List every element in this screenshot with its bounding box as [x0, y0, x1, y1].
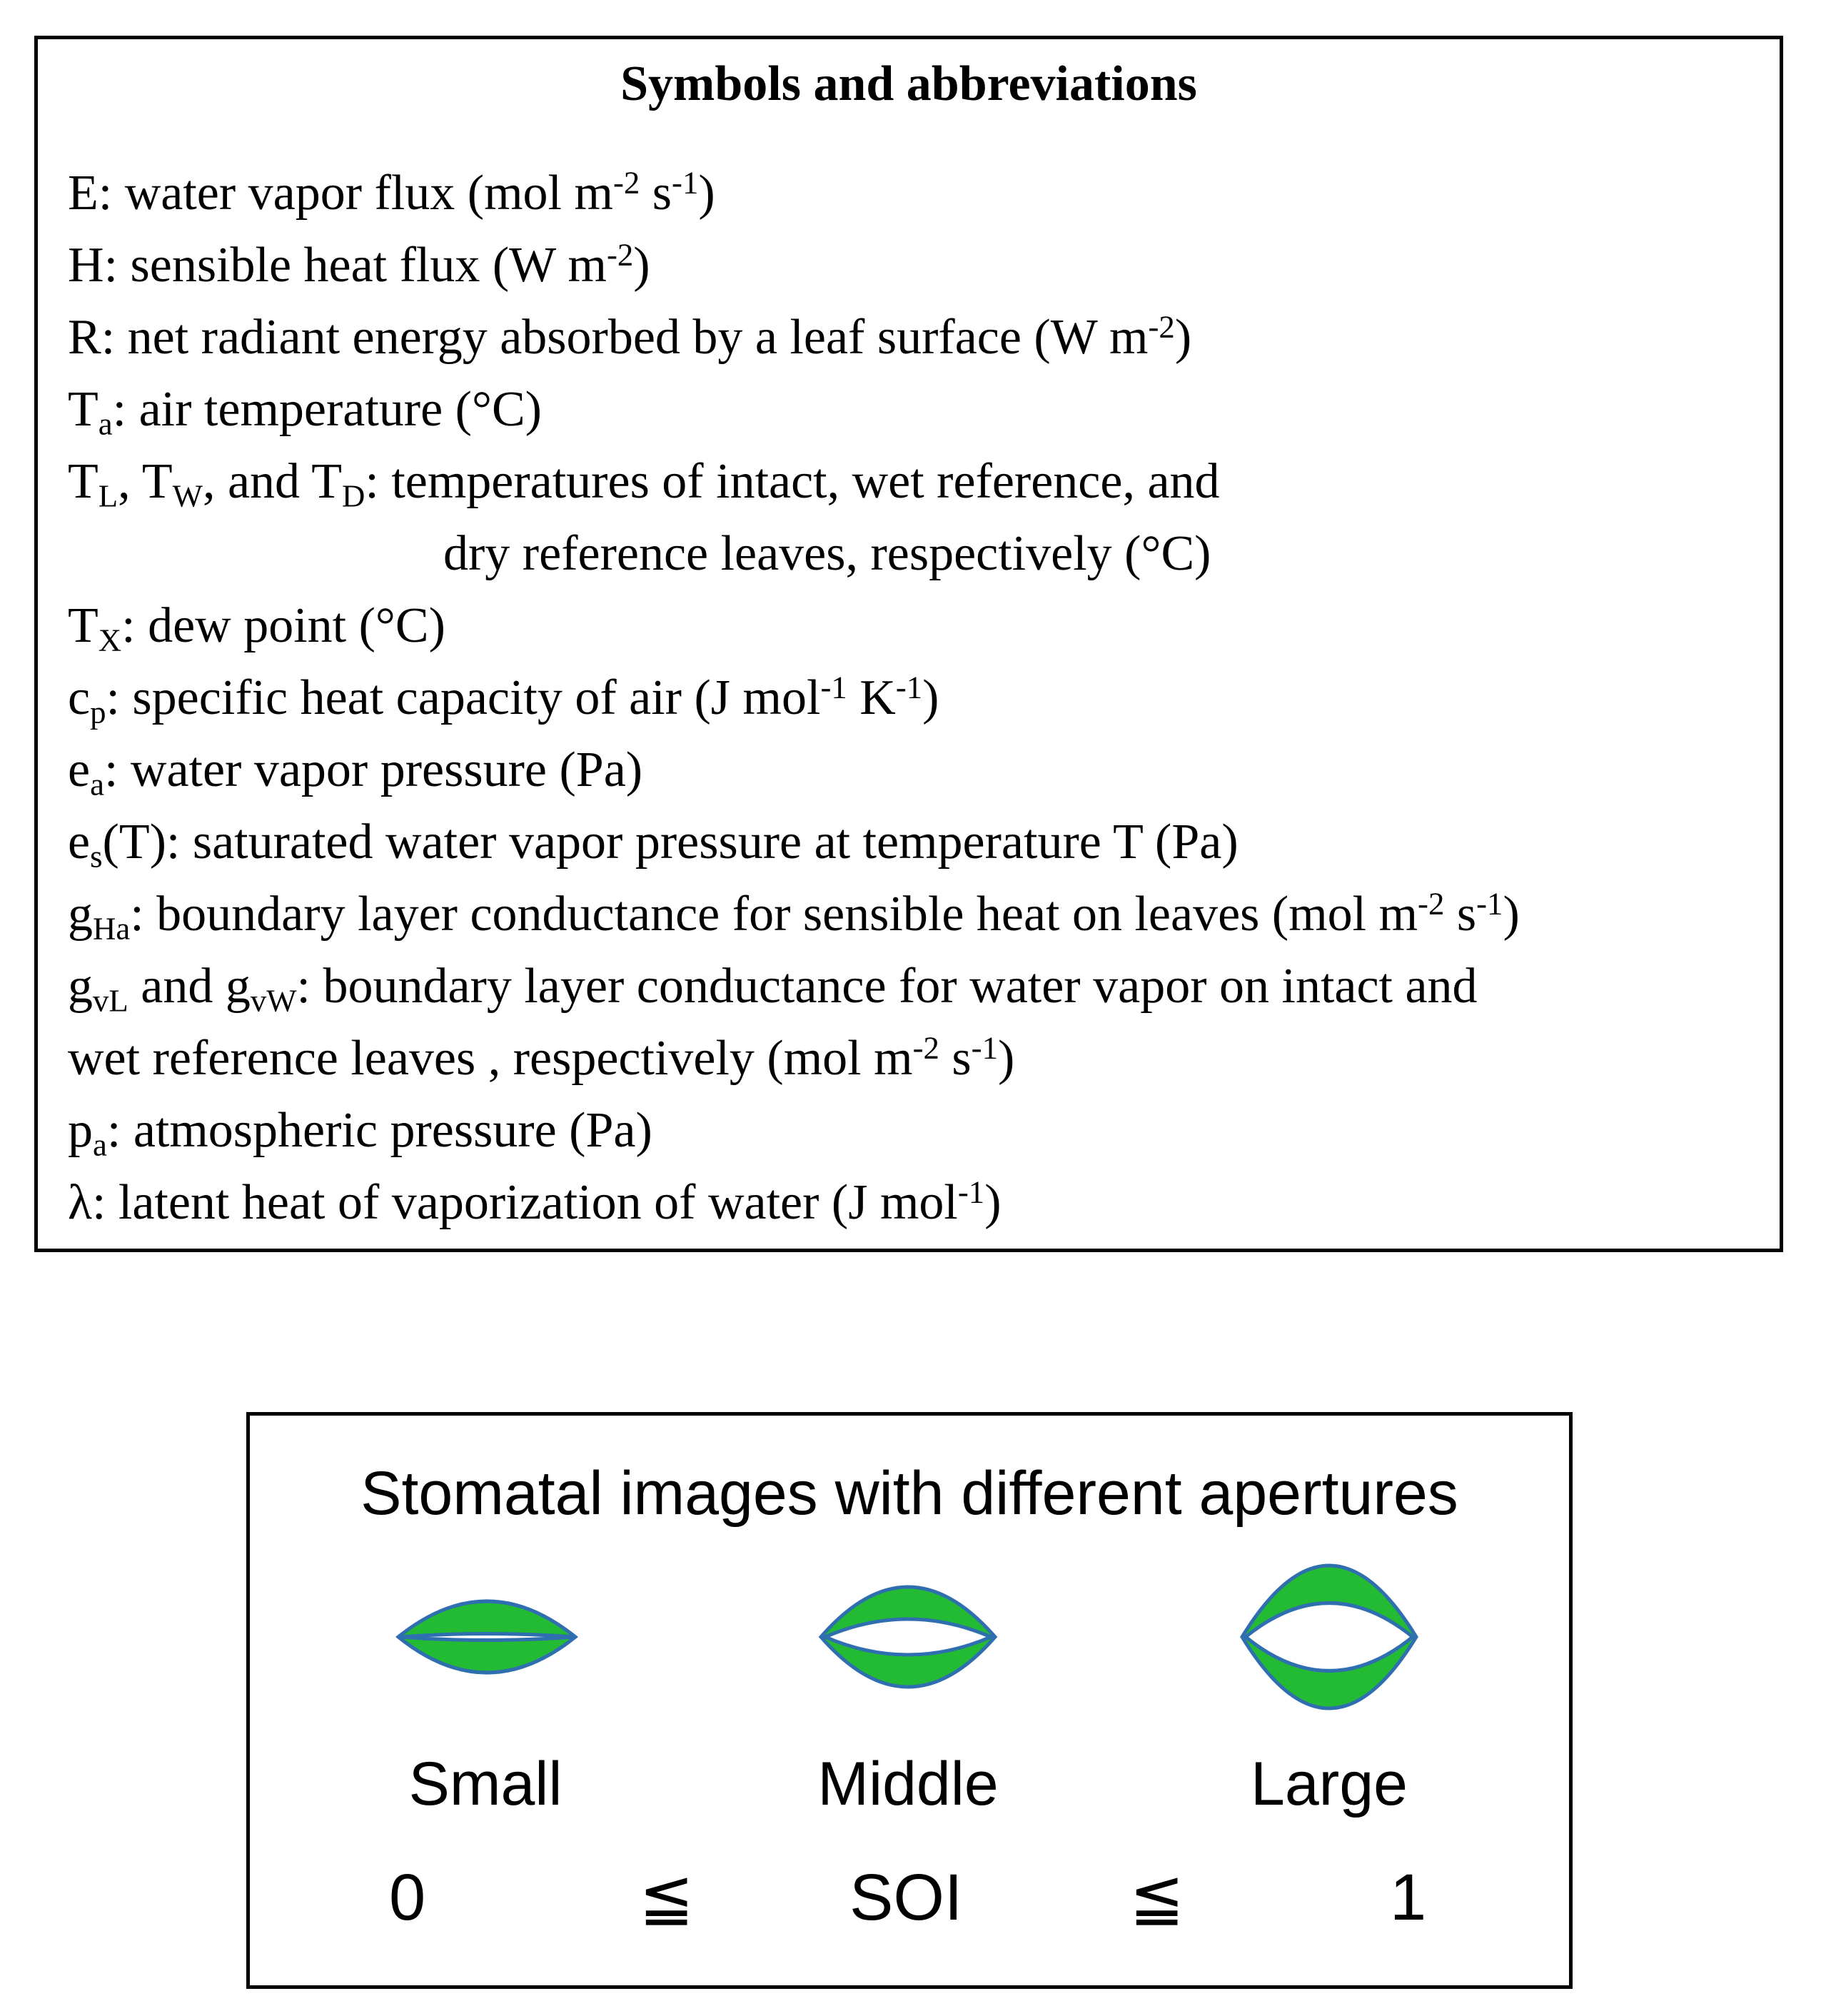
label-large: Large — [1251, 1750, 1408, 1818]
scale-leq-2: ≦ — [1129, 1861, 1185, 1934]
scale-leq-1: ≦ — [639, 1861, 695, 1934]
entry-cp: $c_p$: specific heat capacity of air (J mol$^{-1}$ $K^{-1}$) — [68, 669, 939, 730]
stomata-panel — [246, 1412, 1573, 1989]
stoma-small-icon — [398, 1601, 575, 1673]
entry-H: H: sensible heat flux (W $m^{-2}$) — [68, 236, 650, 293]
entry-Ta: $T_a$: air temperature (°C) — [68, 382, 542, 442]
scale-zero: 0 — [389, 1861, 426, 1934]
stoma-large-icon — [1242, 1566, 1416, 1708]
entry-pa: $p_a$: atmospheric pressure (Pa) — [68, 1103, 652, 1163]
entry-TL-TW-TD-continued: dry reference leaves, respectively (°C) — [443, 526, 1211, 581]
entry-TL-TW-TD: $T_L$, $T_W$, and $T_D$: temperatures of intact, wet reference, and — [68, 454, 1220, 514]
symbols-title: Symbols and abbreviations — [620, 56, 1197, 111]
stomata-title: Stomatal images with different apertures — [360, 1459, 1458, 1528]
entry-ea: $e_a$: water vapor pressure (Pa) — [68, 742, 643, 802]
symbols-panel — [34, 36, 1783, 1252]
entry-E: E: water vapor flux (mol $m^{-2}$ $s^{-1}$) — [68, 164, 715, 221]
stoma-middle-icon — [821, 1587, 995, 1687]
scale-one: 1 — [1390, 1861, 1427, 1934]
entry-es: $e_s(T)$: saturated water vapor pressure at temperature T (Pa) — [68, 815, 1239, 875]
entry-gvL-gvW: $g_{vL}$ and $g_{vW}$: boundary layer conductance for water vapor on intact and — [68, 959, 1478, 1019]
symbols-list — [68, 157, 1765, 1239]
entry-gHa: $g_{Ha}$: boundary layer conductance for sensible heat on leaves (mol $m^{-2}$ $s^{-1}$) — [68, 885, 1520, 947]
entry-TX: $T_X$: dew point (°C) — [68, 598, 445, 658]
entry-R: R: net radiant energy absorbed by a leaf surface (W $m^{-2}$) — [68, 308, 1192, 365]
label-small: Small — [408, 1750, 563, 1818]
entry-lambda: λ: latent heat of vaporization of water (J mol$^{-1}$) — [68, 1174, 1002, 1230]
label-middle: Middle — [817, 1750, 999, 1818]
scale-soi: SOI — [849, 1861, 963, 1934]
entry-gvL-gvW-continued: wet reference leaves , respectively (mol $m^{-2}$ $s^{-1}$) — [68, 1029, 1015, 1086]
